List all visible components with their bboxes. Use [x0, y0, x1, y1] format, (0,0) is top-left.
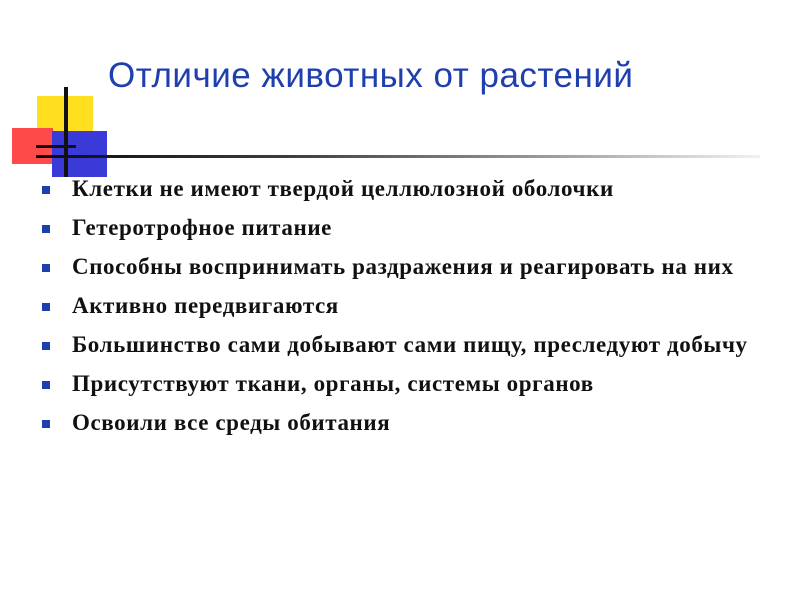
logo-vertical-line [64, 87, 68, 177]
bullet-text: Способны воспринимать раздражения и реагировать на них [72, 254, 734, 279]
bullet-item [38, 292, 758, 320]
bullet-marker-icon [42, 225, 50, 233]
decorative-squares-logo [0, 0, 120, 180]
bullet-item [38, 409, 758, 437]
slide-title: Отличие животных от растений [108, 56, 634, 95]
bullet-marker-icon [42, 186, 50, 194]
bullet-item [38, 331, 758, 359]
bullet-item [38, 175, 758, 203]
bullet-text: Освоили все среды обитания [72, 410, 391, 435]
bullet-marker-icon [42, 303, 50, 311]
bullet-text: Клетки не имеют твердой целлюлозной оболочки [72, 176, 614, 201]
bullet-text: Большинство сами добывают сами пищу, преследуют добычу [72, 332, 748, 357]
logo-horizontal-line [36, 145, 76, 148]
bullet-marker-icon [42, 264, 50, 272]
bullet-text: Присутствуют ткани, органы, системы органов [72, 371, 594, 396]
bullet-text: Гетеротрофное питание [72, 215, 332, 240]
bullet-marker-icon [42, 420, 50, 428]
bullet-list [38, 175, 758, 448]
bullet-item [38, 214, 758, 242]
bullet-item [38, 370, 758, 398]
blue-square [52, 131, 107, 177]
bullet-marker-icon [42, 342, 50, 350]
bullet-marker-icon [42, 381, 50, 389]
bullet-item [38, 253, 758, 281]
bullet-text: Активно передвигаются [72, 293, 339, 318]
title-underline [36, 155, 760, 158]
